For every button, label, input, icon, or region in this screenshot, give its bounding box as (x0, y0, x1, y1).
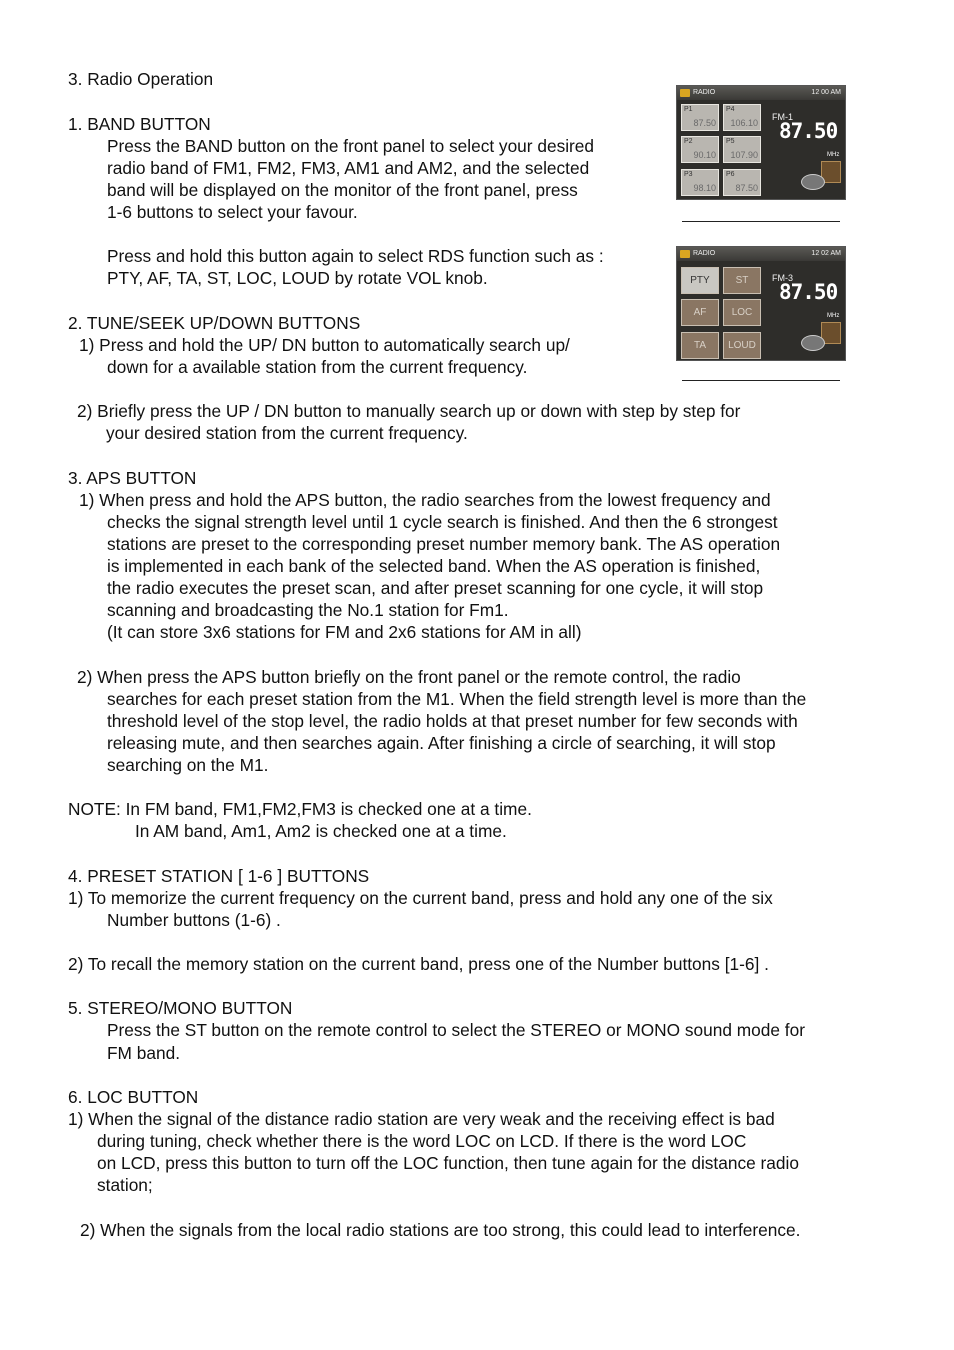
preset-button (681, 104, 719, 131)
caption-line (682, 380, 840, 381)
paragraph-line: 2) Briefly press the UP / DN button to manually search up or down with step by step for (77, 401, 741, 421)
preset-label: P5 (726, 138, 735, 145)
note-line: In AM band, Am1, Am2 is checked one at a time. (135, 821, 507, 841)
frequency-display: 87.50 (779, 119, 838, 143)
preset-label: P3 (684, 171, 693, 178)
paragraph-line: 1) To memorize the current frequency on the current band, press and hold any one of the six (68, 888, 773, 908)
preset-frequency: 87.50 (693, 118, 716, 128)
caption-line (682, 221, 840, 222)
note-line: NOTE: In FM band, FM1,FM2,FM3 is checked one at a time. (68, 799, 532, 819)
paragraph-line: 1) When press and hold the APS button, the radio searches from the lowest frequency and (79, 490, 771, 510)
paragraph-line: searching on the M1. (107, 755, 269, 775)
paragraph-line: the radio executes the preset scan, and after preset scanning for one cycle, it will stop (107, 578, 764, 598)
preset-button (681, 136, 719, 163)
radio-rds-screen-image (676, 246, 846, 361)
paragraph-line: band will be displayed on the monitor of the front panel, press (107, 180, 578, 200)
preset-label: P4 (726, 106, 735, 113)
section-title-radio-operation: 3. Radio Operation (68, 69, 214, 89)
paragraph-line: checks the signal strength level until 1 cycle search is finished. And then the 6 strongest (107, 512, 778, 532)
paragraph-line: 2) To recall the memory station on the current band, press one of the Number buttons [1-6] . (68, 954, 769, 974)
screen-topbar (677, 247, 845, 261)
rds-button-loud: LOUD (723, 332, 761, 359)
heading-loc-button: 6. LOC BUTTON (68, 1087, 199, 1107)
paragraph-line: FM band. (107, 1043, 180, 1063)
paragraph-line: 1-6 buttons to select your favour. (107, 202, 358, 222)
rds-button-af: AF (681, 299, 719, 326)
band-label: FM-1 (772, 112, 793, 122)
screen-clock: 12 00 AM (811, 89, 841, 96)
paragraph-line: is implemented in each bank of the selected band. When the AS operation is finished, (107, 556, 761, 576)
frequency-display: 87.50 (779, 280, 838, 304)
screen-clock: 12 02 AM (811, 250, 841, 257)
preset-label: P1 (684, 106, 693, 113)
screen-topbar (677, 86, 845, 100)
paragraph-line: releasing mute, and then searches again. After finishing a circle of searching, it will stop (107, 733, 776, 753)
frequency-unit: MHz (827, 152, 840, 158)
frequency-unit: MHz (827, 313, 840, 319)
heading-stereo-mono: 5. STEREO/MONO BUTTON (68, 998, 293, 1018)
paragraph-line: 2) When press the APS button briefly on the front panel or the remote control, the radio (77, 667, 741, 687)
band-label: FM-3 (772, 273, 793, 283)
rds-button-loc: LOC (723, 299, 761, 326)
paragraph-line: your desired station from the current frequency. (106, 423, 468, 443)
preset-label: P6 (726, 171, 735, 178)
heading-aps-button: 3. APS BUTTON (68, 468, 197, 488)
paragraph-line: (It can store 3x6 stations for FM and 2x6 stations for AM in all) (107, 622, 582, 642)
paragraph-line: Press the ST button on the remote control to select the STEREO or MONO sound mode for (107, 1020, 805, 1040)
preset-frequency: 90.10 (693, 150, 716, 160)
paragraph-line: on LCD, press this button to turn off the LOC function, then tune again for the distance radio (97, 1153, 799, 1173)
preset-button (723, 104, 761, 131)
screen-title: RADIO (693, 250, 716, 257)
rds-button-ta: TA (681, 332, 719, 359)
paragraph-line: down for a available station from the current frequency. (107, 357, 528, 377)
rds-button-pty: PTY (681, 267, 719, 294)
heading-band-button: 1. BAND BUTTON (68, 114, 211, 134)
heading-preset-station: 4. PRESET STATION [ 1-6 ] BUTTONS (68, 866, 370, 886)
rds-button-st: ST (723, 267, 761, 294)
radio-logo-icon (680, 89, 690, 97)
preset-frequency: 87.50 (735, 183, 758, 193)
preset-frequency: 106.10 (730, 118, 758, 128)
paragraph-line: Press and hold this button again to select RDS function such as : (107, 246, 604, 266)
paragraph-line: during tuning, check whether there is the word LOC on LCD. If there is the word LOC (97, 1131, 747, 1151)
preset-frequency: 107.90 (730, 150, 758, 160)
radio-preset-screen-image (676, 85, 846, 200)
paragraph-line: station; (97, 1175, 153, 1195)
paragraph-line: 1) Press and hold the UP/ DN button to automatically search up/ (79, 335, 570, 355)
paragraph-line: scanning and broadcasting the No.1 station for Fm1. (107, 600, 509, 620)
paragraph-line: stations are preset to the corresponding preset number memory bank. The AS operation (107, 534, 781, 554)
preset-button (723, 136, 761, 163)
paragraph-line: Number buttons (1-6) . (107, 910, 281, 930)
paragraph-line: 2) When the signals from the local radio stations are too strong, this could lead to interference. (80, 1220, 801, 1240)
paragraph-line: radio band of FM1, FM2, FM3, AM1 and AM2, and the selected (107, 158, 590, 178)
preset-label: P2 (684, 138, 693, 145)
radio-logo-icon (680, 250, 690, 258)
radio-disc-icon (801, 335, 825, 351)
paragraph-line: 1) When the signal of the distance radio station are very weak and the receiving effect is bad (68, 1109, 775, 1129)
screen-title: RADIO (693, 89, 716, 96)
preset-button (681, 169, 719, 196)
paragraph-line: searches for each preset station from the M1. When the field strength level is more than the (107, 689, 807, 709)
radio-disc-icon (801, 174, 825, 190)
preset-button (723, 169, 761, 196)
preset-frequency: 98.10 (693, 183, 716, 193)
paragraph-line: threshold level of the stop level, the radio holds at that preset number for few seconds with (107, 711, 798, 731)
heading-tune-seek: 2. TUNE/SEEK UP/DOWN BUTTONS (68, 313, 361, 333)
paragraph-line: PTY, AF, TA, ST, LOC, LOUD by rotate VOL knob. (107, 268, 488, 288)
paragraph-line: Press the BAND button on the front panel to select your desired (107, 136, 595, 156)
